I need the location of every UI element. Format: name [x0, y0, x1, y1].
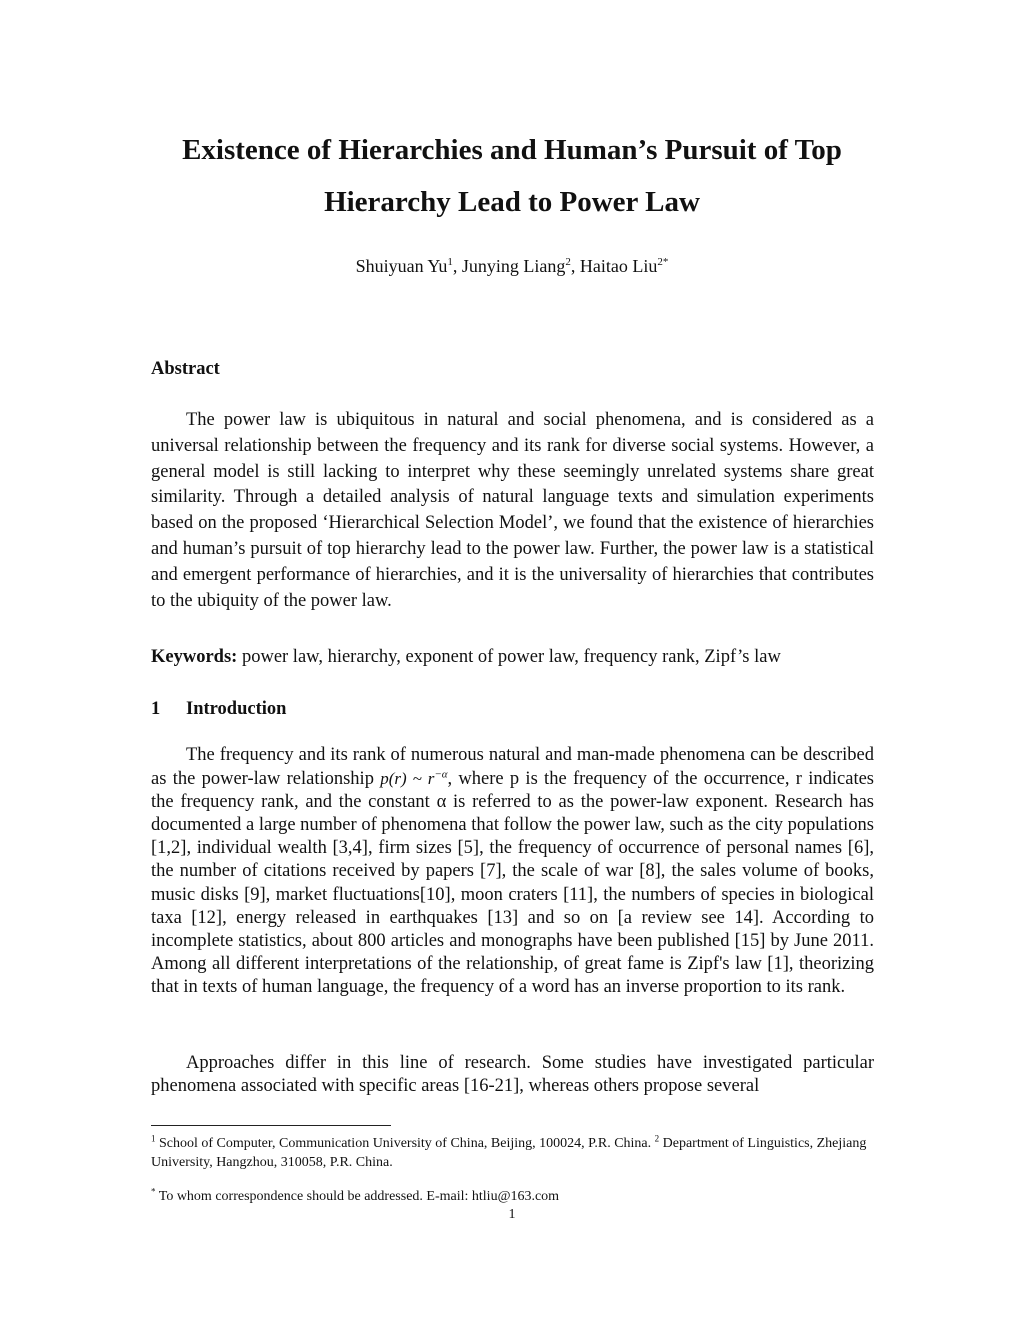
intro-text-after-formula: , where p is the frequency of the occurrence, r indicates the frequency rank, and the constant α is referred to as the power-law exponent. Research has documented a large number of phenomena that follow the power law, such as the city populations [1,2], individual wealth [3,4], firm sizes [5], the frequency of occurrence of personal names [6], the number of citations received by papers [7], the scale of war [8], the sales volume of books, music disks [9], market fluctuations[10], moon craters [11], the numbers of species in biological taxa [12], energy released in earthquakes [13] and so on [a review see 14]. According to incomplete statistics, about 800 articles and monographs have been published [15] by June 2011. Among all different interpretations of the relationship, of great fame is Zipf's law [1], theorizing that in texts of human language, the frequency of a word has an inverse proportion to its rank.	[151, 769, 874, 997]
footnote-text: School of Computer, Communication University of China, Beijing, 100024, P.R. China.	[155, 1136, 655, 1151]
formula-base: p(r) ~ r	[380, 769, 435, 789]
author-name: Haitao Liu	[579, 256, 658, 276]
footnote-mark: *	[151, 1186, 156, 1197]
footnote-divider	[151, 1125, 391, 1126]
power-law-formula	[380, 769, 447, 788]
abstract-heading: Abstract	[151, 359, 220, 379]
author-list	[100, 254, 924, 278]
footnote-text: Department of Linguistics, Zhejiang University, Hangzhou, 310058, P.R. China.	[151, 1136, 867, 1170]
author-separator: ,	[570, 256, 580, 276]
footnote-mark: 2	[654, 1133, 660, 1144]
intro-paragraph-2: Approaches differ in this line of research. Some studies have investigated particular phenomena associated with specific areas [16-21], whereas others propose several	[151, 1053, 874, 1097]
title-line-2: Hierarchy Lead to Power Law	[324, 186, 700, 218]
keywords-text: power law, hierarchy, exponent of power law, frequency rank, Zipf’s law	[237, 647, 781, 667]
abstract-paragraph: The power law is ubiquitous in natural and social phenomena, and is considered as a universal relationship between the frequency and its rank for diverse social systems. However, a general model is still lacking to interpret why these seemingly unrelated systems share great similarity. Through a detailed analysis of natural language texts and simulation experiments based on the proposed ‘Hierarchical Selection Model’, we found that the existence of hierarchies and human’s pursuit of top hierarchy lead to the power law. Further, the power law is a statistical and emergent performance of hierarchies, and it is the universality of hierarchies that contributes to the ubiquity of the power law.	[151, 410, 874, 611]
formula-exponent: −α	[434, 768, 448, 781]
author-affiliation-mark: 2	[565, 256, 571, 268]
page-number: 1	[508, 1207, 516, 1222]
author-affiliation-mark: 1	[447, 256, 453, 268]
title-line-1: Existence of Hierarchies and Human’s Pursuit of Top	[182, 134, 842, 166]
keywords-line	[151, 645, 874, 669]
footnote-affiliations	[151, 1134, 874, 1172]
author-affiliation-mark: 2*	[657, 256, 669, 268]
footnote-mark: 1	[151, 1133, 156, 1144]
section-title: Introduction	[186, 699, 287, 719]
footnote-correspondence	[151, 1187, 874, 1206]
intro-paragraph-1	[151, 744, 874, 999]
author-separator: ,	[452, 256, 462, 276]
author-name: Junying Liang	[461, 256, 566, 276]
author-name: Shuiyuan Yu	[355, 256, 448, 276]
section-heading-introduction	[151, 697, 286, 721]
paper-title	[100, 124, 924, 228]
footnote-text: To whom correspondence should be addressed. E-mail: htliu@163.com	[155, 1189, 560, 1204]
keywords-label: Keywords:	[151, 647, 238, 667]
intro-text-before-formula: The frequency and its rank of numerous natural and man-made phenomena can be described as the power-law relationship	[151, 745, 874, 790]
section-number: 1	[151, 699, 161, 719]
